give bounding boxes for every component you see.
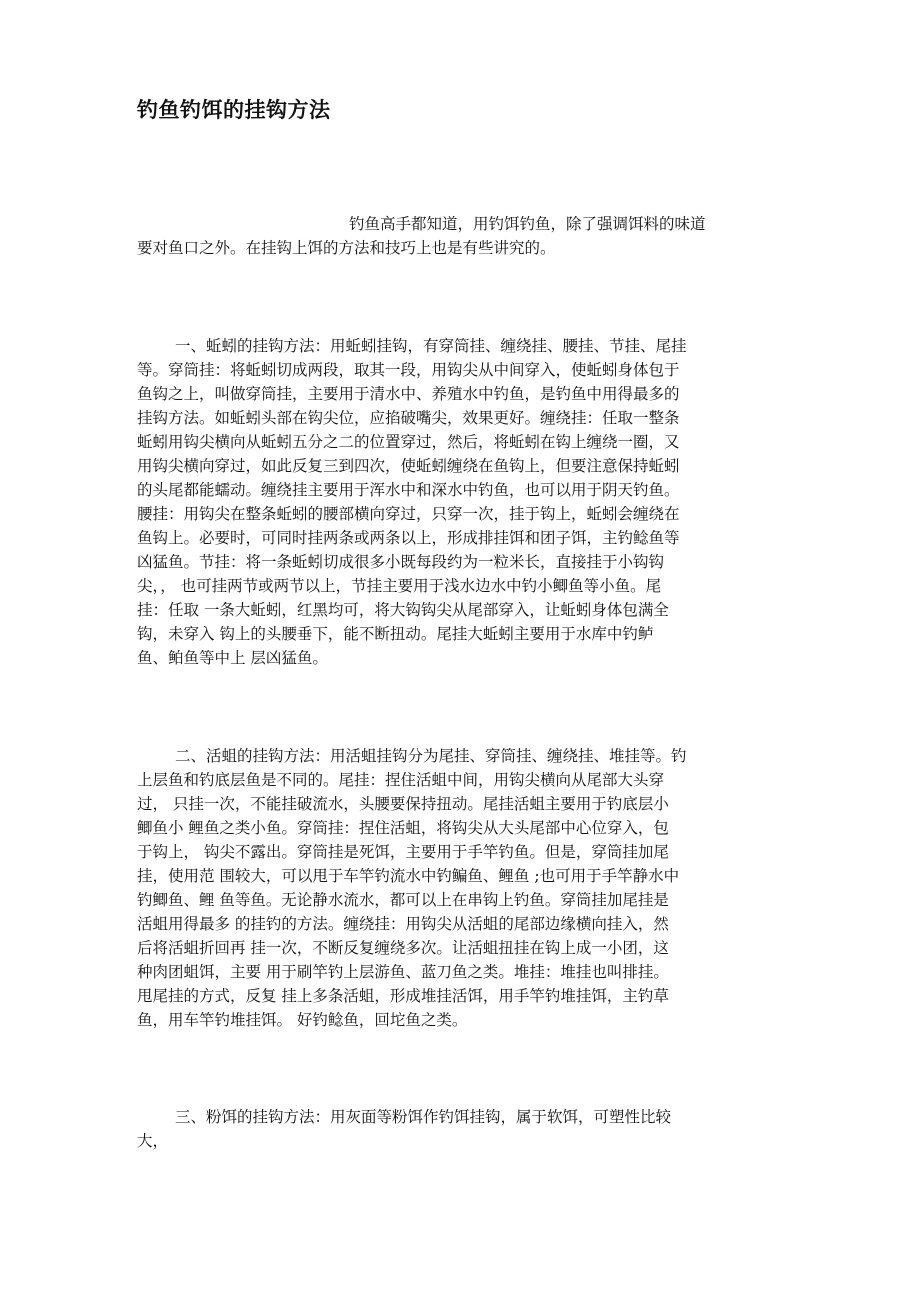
- text-line: 凶猛鱼。节挂：将一条蚯蚓切成很多小既每段约为一粒米长，直接挂于小钩钩: [137, 553, 665, 571]
- text-line: 活蛆用得最多 的挂钓的方法。缠绕挂：用钩尖从活蛆的尾部边缘横向挂入，然: [137, 915, 669, 933]
- text-line: 蚯蚓用钩尖横向从蚯蚓五分之二的位置穿过，然后，将蚯蚓在钩上缠绕一圈，又: [137, 433, 680, 451]
- text-line: 一、蚯蚓的挂钩方法：用蚯蚓挂钩，有穿筒挂、缠绕挂、腰挂、节挂、尾挂: [175, 337, 687, 355]
- text-line: 种肉团蛆饵，主要 用于刷竿钓上层游鱼、蓝刀鱼之类。堆挂：堆挂也叫排挂。: [137, 963, 669, 981]
- text-line: 于钩上， 钩尖不露出。穿筒挂是死饵，主要用于手竿钓鱼。但是，穿筒挂加尾: [137, 843, 669, 861]
- text-line: 用钩尖横向穿过，如此反复三到四次，使蚯蚓缠绕在鱼钩上，但要注意保持蚯蚓: [137, 457, 680, 475]
- text-line: 二、活蛆的挂钩方法：用活蛆挂钩分为尾挂、穿筒挂、缠绕挂、堆挂等。钓: [175, 747, 687, 765]
- section-maggot: [137, 744, 789, 1032]
- text-line: 等。穿筒挂：将蚯蚓切成两段，取其一段，用钩尖从中间穿入，使蚯蚓身体包于: [137, 361, 680, 379]
- text-line: 大，: [137, 1132, 169, 1150]
- section-earthworm: [137, 334, 789, 670]
- text-line: 钓鱼高手都知道，用钓饵钓鱼，除了强调饵料的味道: [349, 215, 706, 233]
- text-line: 挂钩方法。如蚯蚓头部在钩尖位，应掐破嘴尖，效果更好。缠绕挂：任取一整条: [137, 409, 680, 427]
- document-title: 钓鱼钓饵的挂钩方法: [137, 98, 331, 122]
- text-line: 尖，， 也可挂两节或两节以上，节挂主要用于浅水边水中钓小鲫鱼等小鱼。尾: [137, 577, 662, 595]
- text-line: 上层鱼和钓底层鱼是不同的。尾挂：捏住活蛆中间，用钩尖横向从尾部大头穿: [137, 771, 665, 789]
- text-line: 鱼钩上。必要时，可同时挂两条或两条以上，形成排挂饵和团子饵，主钓鲶鱼等: [137, 529, 680, 547]
- text-line: 腰挂：用钩尖在整条蚯蚓的腰部横向穿过，只穿一次，挂于钩上，蚯蚓会缠绕在: [137, 505, 680, 523]
- text-line: 鱼，用车竿钓堆挂饵。 好钓鲶鱼，回坨鱼之类。: [137, 1011, 468, 1029]
- text-line: 挂：任取 一条大蚯蚓，红黑均可，将大钩钩尖从尾部穿入，让蚯蚓身体包满全: [137, 601, 669, 619]
- text-line: 鲫鱼小 鲤鱼之类小鱼。穿筒挂：捏住活蛆，将钩尖从大头尾部中心位穿入，包: [137, 819, 669, 837]
- text-line: 挂，使用范 围较大，可以甩于车竿钓流水中钓鳊鱼、鲤鱼 ;也可用于手竿静水中: [137, 867, 680, 885]
- text-line: 钩，未穿入 钩上的头腰垂下，能不断扭动。尾挂大蚯蚓主要用于水库中钓鲈: [137, 625, 654, 643]
- text-line: 甩尾挂的方式，反复 挂上多条活蛆，形成堆挂活饵，用手竿钓堆挂饵，主钓草: [137, 987, 669, 1005]
- intro-paragraph: [137, 212, 789, 260]
- text-line: 要对鱼口之外。在挂钩上饵的方法和技巧上也是有些讲究的。: [137, 239, 556, 257]
- text-line: 三、粉饵的挂钩方法：用灰面等粉饵作钓饵挂钩，属于软饵，可塑性比较: [175, 1108, 672, 1126]
- text-line: 后将活蛆折回再 挂一次，不断反复缠绕多次。让活蛆扭挂在钩上成一小团，这: [137, 939, 669, 957]
- text-line: 过， 只挂一次，不能挂破流水，头腰要保持扭动。尾挂活蛆主要用于钓底层小: [137, 795, 669, 813]
- text-line: 钓鲫鱼、鲤 鱼等鱼。无论静水流水，都可以上在串钩上钓鱼。穿筒挂加尾挂是: [137, 891, 669, 909]
- text-line: 的头尾都能蠕动。缠绕挂主要用于浑水中和深水中钓鱼，也可以用于阴天钓鱼。: [137, 481, 680, 499]
- section-dough-bait: [137, 1105, 789, 1153]
- text-line: 鱼钩之上，叫做穿筒挂，主要用于清水中、养殖水中钓鱼，是钓鱼中用得最多的: [137, 385, 680, 403]
- text-line: 鱼、鲌鱼等中上 层凶猛鱼。: [137, 649, 328, 667]
